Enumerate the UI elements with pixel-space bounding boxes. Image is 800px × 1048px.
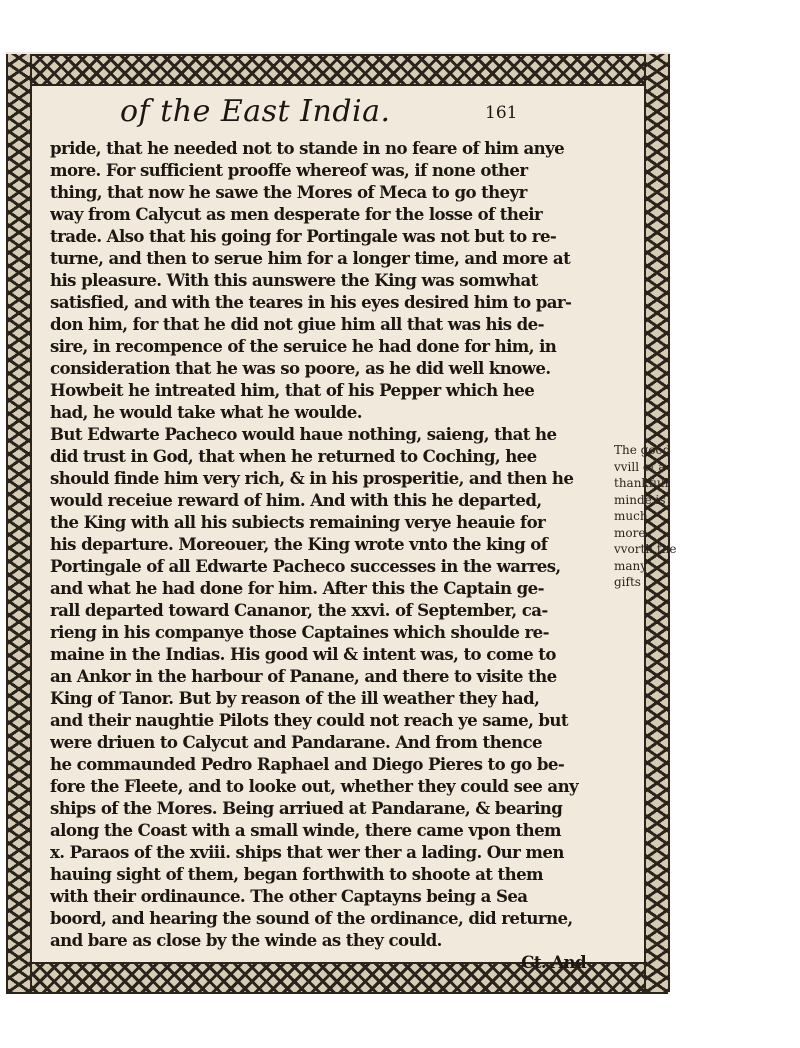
- text-line: with their ordinaunce. The other Captayns being a Sea: [50, 886, 528, 906]
- text-line: trade. Also that his going for Portingale was not but to re-: [50, 226, 557, 246]
- text-line: pride, that he needed not to stande in no feare of him anye: [50, 138, 565, 158]
- text-line: x. Paraos of the xviii. ships that wer ther a lading. Our men: [50, 842, 564, 862]
- text-line: the King with all his subiects remaining verye heauie for: [50, 512, 546, 532]
- text-line: way from Calycut as men desperate for the losse of their: [50, 204, 543, 224]
- margin-note-line: thankfull: [614, 476, 669, 490]
- text-line: But Edwarte Pacheco would haue nothing, saieng, that he: [50, 424, 557, 444]
- text-line: along the Coast with a small winde, there came vpon them: [50, 820, 561, 840]
- text-line: would receiue reward of him. And with this he departed,: [50, 490, 542, 510]
- text-line: should finde him very rich, & in his prosperitie, and then he: [50, 468, 574, 488]
- text-line: turne, and then to serue him for a longer time, and more at: [50, 248, 571, 268]
- text-line: satisfied, and with the teares in his eyes desired him to par-: [50, 292, 572, 312]
- margin-note-line: vvorth the: [614, 542, 677, 556]
- ornamental-border-top: [6, 54, 668, 86]
- text-line: Howbeit he intreated him, that of his Pepper which hee: [50, 380, 535, 400]
- catchwords: Ct. And: [521, 952, 586, 972]
- text-line: were driuen to Calycut and Pandarane. And from thence: [50, 732, 542, 752]
- text-line: thing, that now he sawe the Mores of Meca to go theyr: [50, 182, 527, 202]
- margin-note-line: much: [614, 509, 648, 523]
- text-line: his departure. Moreouer, the King wrote vnto the king of: [50, 534, 548, 554]
- margin-note-line: many: [614, 558, 648, 573]
- body-text: [50, 137, 606, 973]
- page-header: [120, 94, 640, 138]
- text-line: and their naughtie Pilots they could not reach ye same, but: [50, 710, 568, 730]
- text-line: ships of the Mores. Being arriued at Pandarane, & bearing: [50, 798, 563, 818]
- text-line: did trust in God, that when he returned to Coching, hee: [50, 446, 537, 466]
- text-line: rall departed toward Cananor, the xxvi. of September, ca-: [50, 600, 548, 620]
- margin-note-line: vvill of a: [614, 459, 666, 474]
- margin-note-line: gifts: [614, 575, 641, 589]
- ornamental-border-left: [6, 54, 32, 992]
- text-line: maine in the Indias. His good wil & intent was, to come to: [50, 644, 556, 664]
- text-line: don him, for that he did not giue him all that was his de-: [50, 314, 544, 334]
- text-line: and what he had done for him. After this the Captain ge-: [50, 578, 544, 598]
- text-line: Portingale of all Edwarte Pacheco successes in the warres,: [50, 556, 561, 576]
- text-line: boord, and hearing the sound of the ordinance, did returne,: [50, 908, 573, 928]
- text-line: rieng in his companye those Captaines which shoulde re-: [50, 622, 549, 642]
- running-title: of the East India.: [120, 94, 391, 129]
- text-line: an Ankor in the harbour of Panane, and there to visite the: [50, 666, 557, 686]
- text-line: and bare as close by the winde as they could.: [50, 930, 442, 950]
- text-line: he commaunded Pedro Raphael and Diego Pieres to go be-: [50, 754, 565, 774]
- text-line: sire, in recompence of the seruice he had done for him, in: [50, 336, 557, 356]
- text-line: had, he would take what he woulde.: [50, 402, 362, 422]
- margin-note-line: more: [614, 525, 646, 540]
- margin-note-line: minde is: [614, 492, 666, 507]
- text-line: his pleasure. With this aunswere the King was somwhat: [50, 270, 538, 290]
- text-line: hauing sight of them, began forthwith to shoote at them: [50, 864, 543, 884]
- text-line: consideration that he was so poore, as he did well knowe.: [50, 358, 551, 378]
- text-line: fore the Fleete, and to looke out, whether they could see any: [50, 776, 579, 796]
- margin-note-line: The good: [614, 443, 671, 457]
- page-number: 161: [485, 103, 518, 123]
- margin-note: [614, 442, 677, 591]
- text-line: more. For sufficient prooffe whereof was, if none other: [50, 160, 528, 180]
- text-line: King of Tanor. But by reason of the ill weather they had,: [50, 688, 540, 708]
